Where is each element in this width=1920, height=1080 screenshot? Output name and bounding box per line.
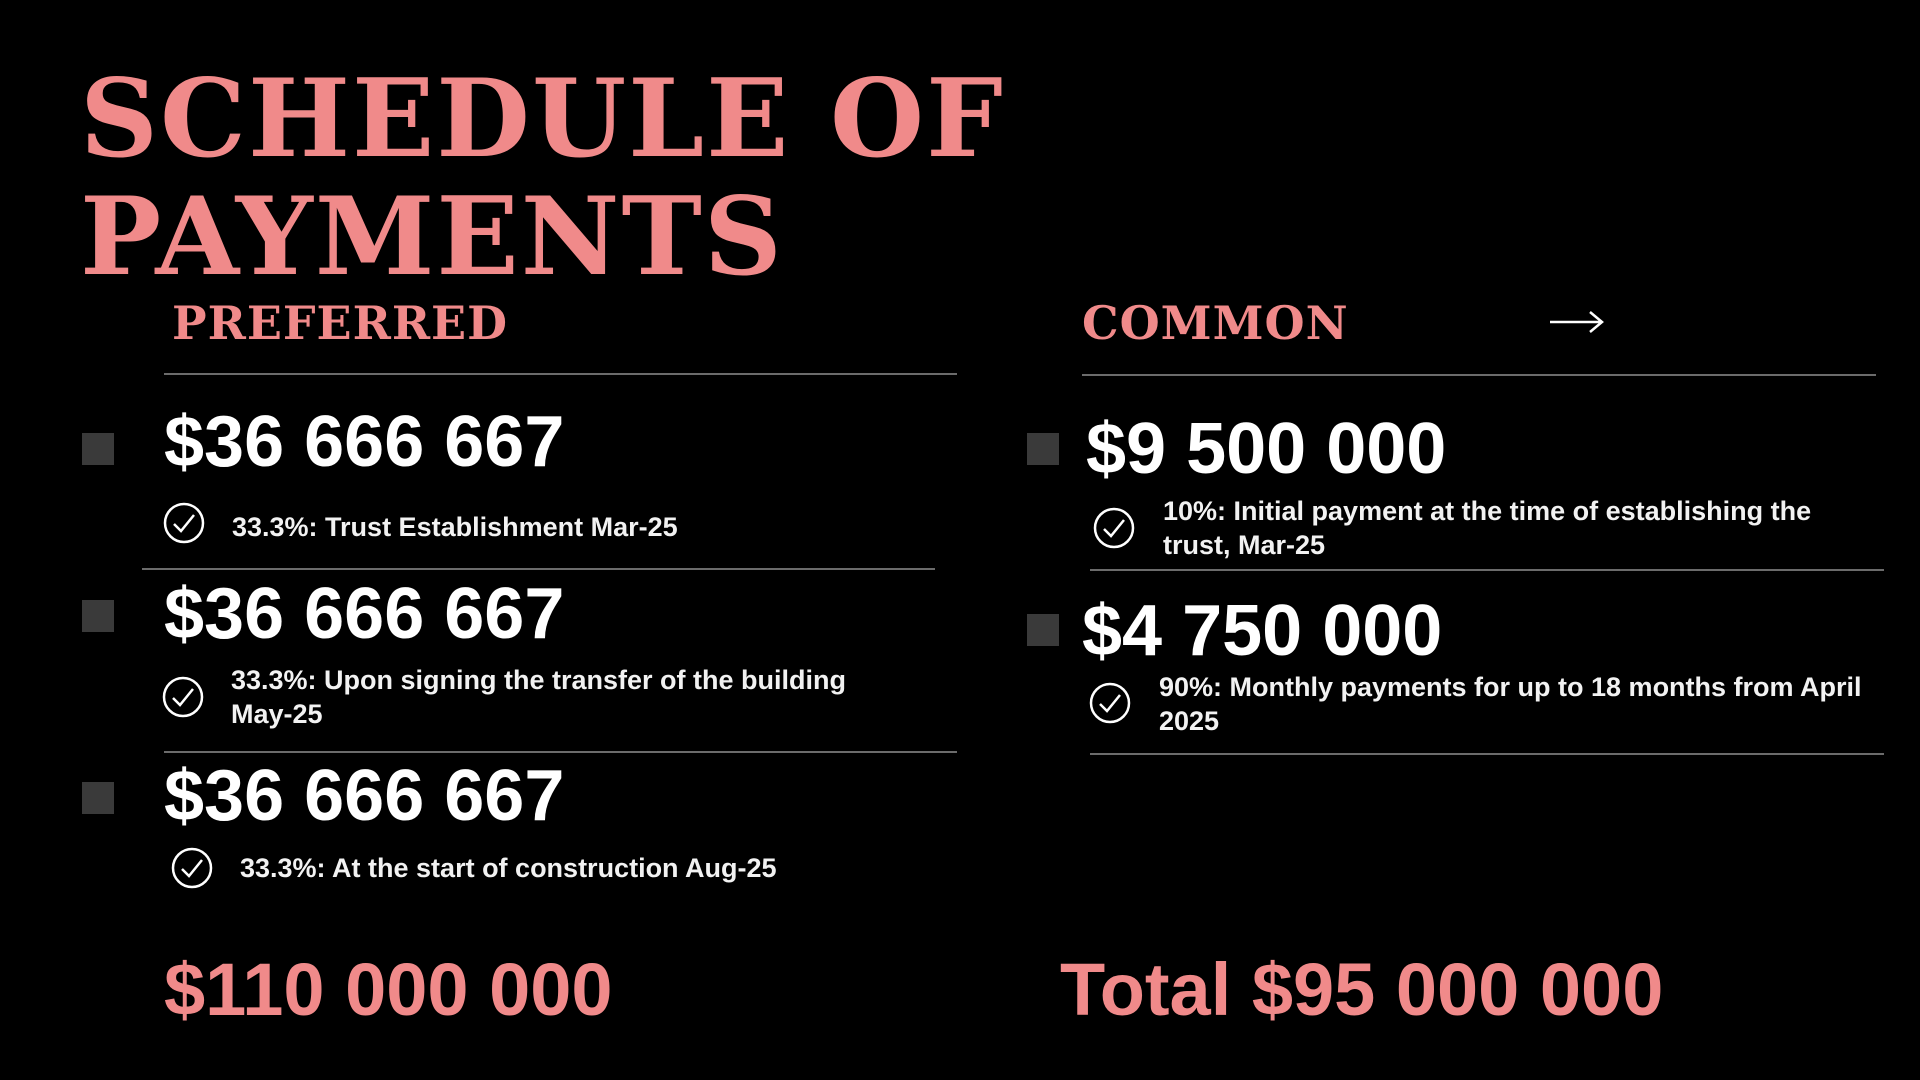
common-divider bbox=[1090, 569, 1884, 571]
check-circle-icon bbox=[1088, 681, 1132, 725]
preferred-total: $110 000 000 bbox=[164, 948, 613, 1031]
common-amount-1: $9 500 000 bbox=[1086, 409, 1447, 489]
common-amount-2: $4 750 000 bbox=[1082, 591, 1443, 671]
title-line-2: PAYMENTS bbox=[80, 174, 784, 300]
preferred-amount-1: $36 666 667 bbox=[164, 402, 565, 482]
check-circle-icon bbox=[161, 675, 205, 719]
common-total: Total $95 000 000 bbox=[1060, 948, 1664, 1031]
page-title bbox=[80, 56, 1005, 300]
common-description-2: 90%: Monthly payments for up to 18 months from April 2025 bbox=[1159, 672, 1862, 736]
preferred-divider bbox=[142, 568, 935, 570]
common-divider bbox=[1090, 753, 1884, 755]
bullet-square bbox=[1027, 614, 1059, 646]
title-line-1: SCHEDULE OF bbox=[80, 56, 1005, 182]
check-circle-icon bbox=[162, 501, 206, 545]
bullet-square bbox=[82, 433, 114, 465]
arrow-right-icon bbox=[1548, 302, 1606, 342]
bullet-square bbox=[82, 782, 114, 814]
check-circle-icon bbox=[170, 846, 214, 890]
preferred-divider bbox=[164, 751, 957, 753]
common-divider bbox=[1082, 374, 1876, 376]
preferred-divider bbox=[164, 373, 957, 375]
preferred-description-1: 33.3%: Trust Establishment Mar-25 bbox=[232, 512, 678, 542]
preferred-amount-2: $36 666 667 bbox=[164, 574, 565, 654]
preferred-description-3: 33.3%: At the start of construction Aug-25 bbox=[240, 853, 777, 883]
preferred-heading: PREFERRED bbox=[172, 296, 509, 350]
bullet-square bbox=[82, 600, 114, 632]
preferred-description-2: 33.3%: Upon signing the transfer of the building May-25 bbox=[231, 665, 847, 729]
check-circle-icon bbox=[1092, 506, 1136, 550]
bullet-square bbox=[1027, 433, 1059, 465]
preferred-amount-3: $36 666 667 bbox=[164, 756, 565, 836]
common-heading: COMMON bbox=[1082, 296, 1349, 350]
common-description-1: 10%: Initial payment at the time of establishing the trust, Mar-25 bbox=[1163, 496, 1812, 560]
